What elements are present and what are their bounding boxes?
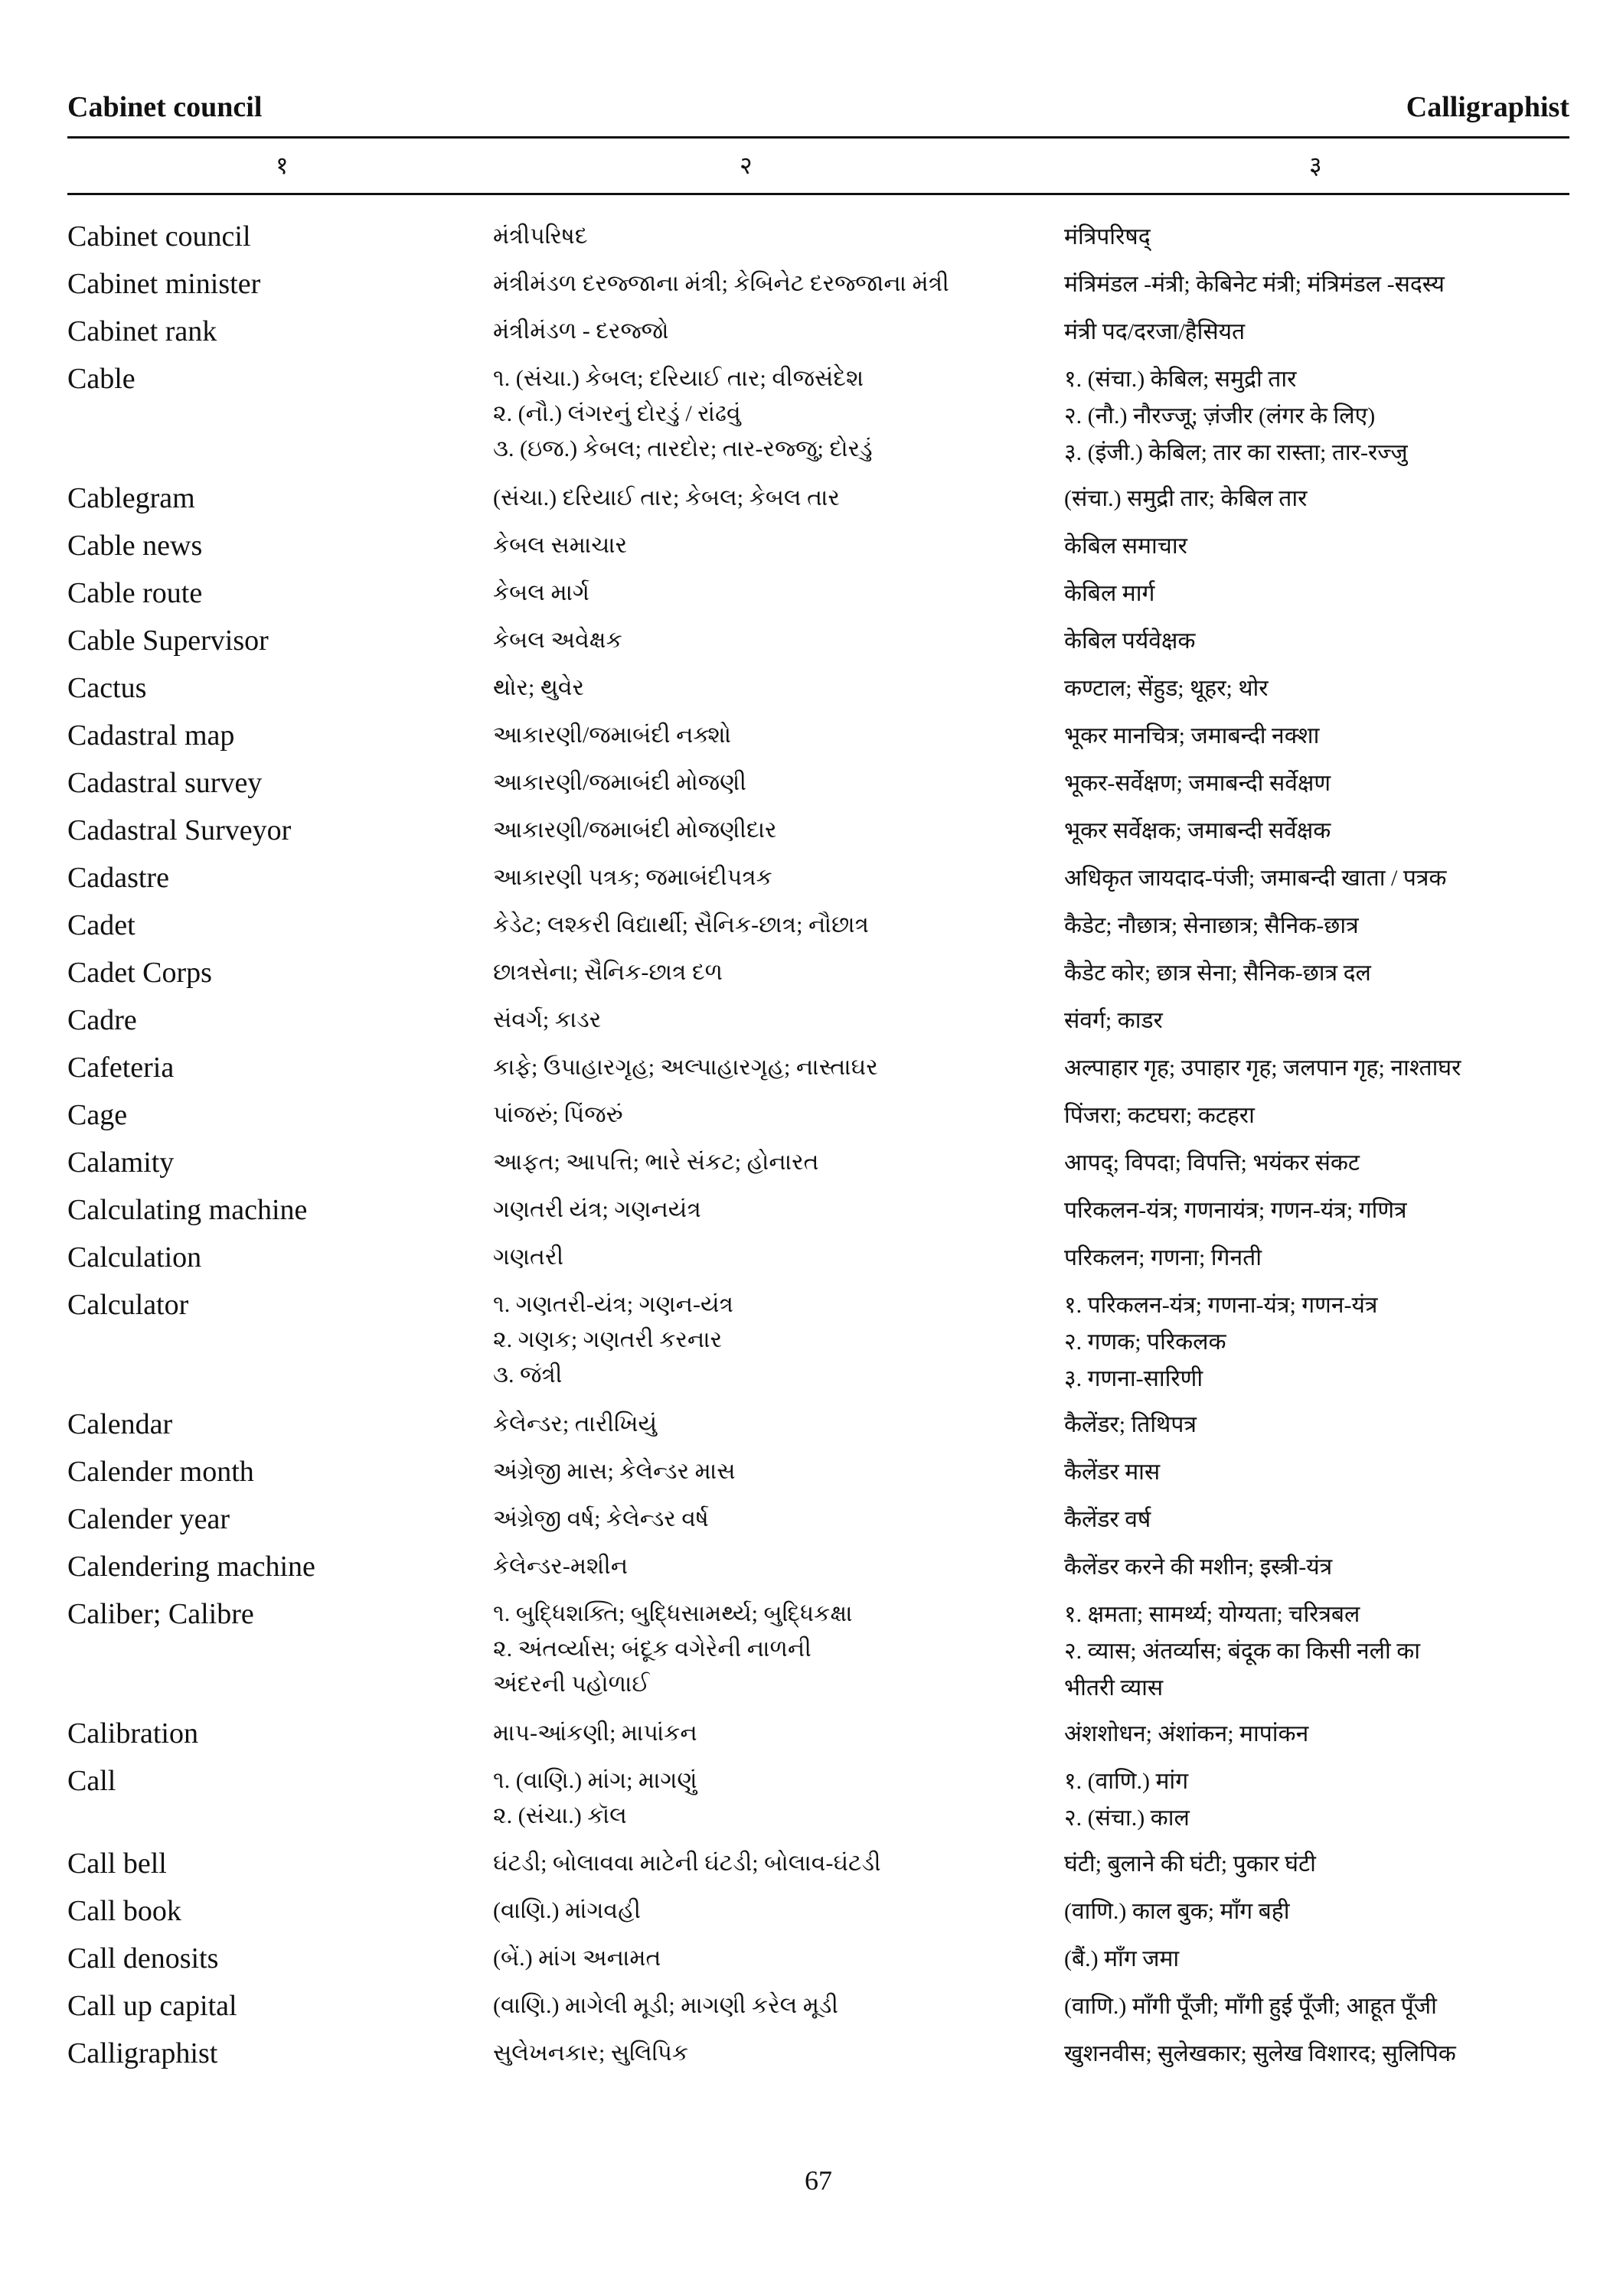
- hindi-equivalent: [1064, 762, 1569, 802]
- hindi-equivalent: [1064, 1000, 1569, 1039]
- entry-list: [67, 216, 1569, 2080]
- hindi-line: २. (नौ.) नौरज्जू; ज़ंजीर (लंगर के लिए): [1064, 403, 1376, 429]
- header-rule-bottom: [67, 193, 1569, 195]
- hindi-equivalent: [1064, 1047, 1569, 1087]
- english-term: Cadastre: [67, 862, 169, 894]
- entry-row: [67, 952, 1569, 993]
- gujarati-line: ૨. (નૌ.) લંગરનું દોરડું / રાંઢવું: [493, 401, 741, 426]
- hindi-equivalent: [1064, 1404, 1569, 1443]
- gujarati-equivalent: [493, 1189, 1064, 1228]
- gujarati-equivalent: [493, 1404, 1064, 1442]
- header-last-word: Calligraphist: [1406, 91, 1569, 123]
- hindi-equivalent: [1064, 1094, 1569, 1134]
- entry-row: [67, 1094, 1569, 1136]
- gujarati-line: (બેં.) માંગ અનામત: [493, 1945, 661, 1971]
- hindi-line: १. (वाणि.) मांग: [1064, 1769, 1189, 1794]
- gujarati-equivalent: [493, 762, 1064, 801]
- gujarati-line: મંત્રીમંડળ દરજ્જાના મંત્રી; કેબિનેટ દરજ્જાના મંત્રી: [493, 271, 949, 296]
- entry-row: [67, 810, 1569, 851]
- hindi-line: कैलेंडर; तिथिपत्र: [1064, 1412, 1197, 1437]
- english-term: Cactus: [67, 672, 147, 704]
- hindi-line: ३. (इंजी.) केबिल; तार का रास्ता; तार-रज्जु: [1064, 440, 1408, 465]
- hindi-line: केबिल मार्ग: [1064, 581, 1155, 606]
- gujarati-equivalent: [493, 311, 1064, 349]
- gujarati-line: આકારણી/જમાબંદી મોજણી: [493, 770, 746, 795]
- gujarati-equivalent: [493, 478, 1064, 516]
- hindi-line: कैलेंडर वर्ष: [1064, 1507, 1151, 1532]
- gujarati-equivalent: [493, 358, 1064, 467]
- gujarati-line: ૨. અંતર્વ્યાસ; બંદૂક વગેરેની નાળની: [493, 1636, 812, 1662]
- hindi-equivalent: [1064, 1713, 1569, 1753]
- entry-row: [67, 1142, 1569, 1183]
- running-header: [67, 90, 1569, 133]
- gujarati-equivalent: [493, 1760, 1064, 1834]
- gujarati-equivalent: [493, 905, 1064, 943]
- dictionary-page: [67, 0, 1569, 2296]
- entry-row: [67, 1546, 1569, 1587]
- english-term: Cabinet minister: [67, 268, 261, 300]
- english-term: Caliber; Calibre: [67, 1598, 254, 1630]
- gujarati-line: (વાણિ.) માંગવહી: [493, 1898, 641, 1923]
- gujarati-line: ૩. (ઇજ.) કેબલ; તારદોર; તાર-રજ્જુ; દોરડું: [493, 436, 873, 461]
- column-number-1: १: [276, 152, 289, 179]
- gujarati-line: પાંજરું; પિંજરું: [493, 1102, 623, 1127]
- english-term: Calendering machine: [67, 1551, 315, 1583]
- gujarati-equivalent: [493, 525, 1064, 563]
- english-term: Cabinet council: [67, 220, 251, 253]
- english-term: Call book: [67, 1895, 181, 1927]
- gujarati-equivalent: [493, 1546, 1064, 1584]
- hindi-line: २. व्यास; अंतर्व्यास; बंदूक का किसी नली का: [1064, 1639, 1421, 1664]
- header-rule-top: [67, 136, 1569, 139]
- entry-row: [67, 1000, 1569, 1041]
- entry-row: [67, 216, 1569, 257]
- gujarati-line: અંગ્રેજી વર્ષ; કેલેન્ડર વર્ષ: [493, 1506, 709, 1531]
- hindi-equivalent: [1064, 1546, 1569, 1586]
- gujarati-line: અંગ્રેજી માસ; કેલેન્ડર માસ: [493, 1459, 736, 1484]
- gujarati-line: કેબલ માર્ગ: [493, 580, 589, 605]
- entry-row: [67, 762, 1569, 804]
- entry-row: [67, 905, 1569, 946]
- hindi-line: ३. गणना-सारिणी: [1064, 1366, 1203, 1391]
- gujarati-line: અંદરની પહોળાઈ: [493, 1671, 650, 1697]
- hindi-line: भूकर-सर्वेक्षण; जमाबन्दी सर्वेक्षण: [1064, 771, 1331, 796]
- hindi-equivalent: [1064, 905, 1569, 944]
- hindi-line: (बैं.) माँग जमा: [1064, 1946, 1180, 1971]
- gujarati-equivalent: [493, 1000, 1064, 1038]
- gujarati-equivalent: [493, 572, 1064, 611]
- hindi-line: कैडेट कोर; छात्र सेना; सैनिक-छात्र दल: [1064, 960, 1371, 986]
- hindi-equivalent: [1064, 478, 1569, 517]
- gujarati-equivalent: [493, 1499, 1064, 1537]
- entry-row: [67, 478, 1569, 519]
- hindi-line: १. (संचा.) केबिल; समुद्री तार: [1064, 367, 1297, 392]
- hindi-line: कण्टाल; सेंहुड; थूहर; थोर: [1064, 676, 1269, 701]
- hindi-equivalent: [1064, 263, 1569, 303]
- entry-row: [67, 1938, 1569, 1979]
- gujarati-line: કાફે; ઉપાહારગૃહ; અલ્પાહારગૃહ; નાસ્તાઘર: [493, 1055, 878, 1080]
- gujarati-line: ૧. (વાણિ.) માંગ; માગણું: [493, 1768, 697, 1793]
- gujarati-equivalent: [493, 952, 1064, 990]
- english-term: Cable: [67, 363, 136, 395]
- gujarati-line: આકારણી/જમાબંદી નક્શો: [493, 722, 732, 748]
- english-term: Call up capital: [67, 1990, 237, 2022]
- entry-row: [67, 667, 1569, 709]
- gujarati-equivalent: [493, 2033, 1064, 2071]
- english-term: Cadre: [67, 1004, 137, 1036]
- hindi-line: केबिल समाचार: [1064, 533, 1187, 559]
- english-term: Cable news: [67, 530, 203, 562]
- gujarati-line: કેબલ અવેક્ષક: [493, 628, 622, 653]
- hindi-line: भूकर मानचित्र; जमाबन्दी नक्शा: [1064, 723, 1320, 748]
- entry-row: [67, 1985, 1569, 2027]
- entry-row: [67, 1843, 1569, 1884]
- english-term: Cafeteria: [67, 1052, 175, 1084]
- hindi-line: खुशनवीस; सुलेखकार; सुलेख विशारद; सुलिपिक: [1064, 2041, 1456, 2066]
- entry-row: [67, 1284, 1569, 1397]
- gujarati-line: થોર; થુવેર: [493, 675, 585, 700]
- english-term: Cadet: [67, 909, 136, 941]
- english-term: Cadet Corps: [67, 957, 212, 989]
- entry-row: [67, 1713, 1569, 1754]
- hindi-equivalent: [1064, 952, 1569, 992]
- entry-row: [67, 1237, 1569, 1278]
- english-term: Cadastral survey: [67, 767, 263, 799]
- hindi-equivalent: [1064, 1890, 1569, 1930]
- gujarati-equivalent: [493, 857, 1064, 895]
- english-term: Cable Supervisor: [67, 625, 269, 657]
- hindi-line: परिकलन; गणना; गिनती: [1064, 1245, 1262, 1270]
- hindi-equivalent: [1064, 216, 1569, 256]
- gujarati-equivalent: [493, 715, 1064, 753]
- entry-row: [67, 1404, 1569, 1445]
- gujarati-equivalent: [493, 667, 1064, 706]
- entry-row: [67, 263, 1569, 305]
- english-term: Call denosits: [67, 1942, 219, 1975]
- hindi-equivalent: [1064, 810, 1569, 850]
- english-term: Calculator: [67, 1289, 189, 1321]
- hindi-line: १. क्षमता; सामर्थ्य; योग्यता; चरित्रबल: [1064, 1602, 1360, 1627]
- hindi-line: कैडेट; नौछात्र; सेनाछात्र; सैनिक-छात्र: [1064, 913, 1359, 938]
- gujarati-line: ઘંટડી; બોલાવવા માટેની ઘંટડી; બોલાવ-ઘંટડી: [493, 1851, 881, 1876]
- hindi-line: (वाणि.) माँगी पूँजी; माँगी हुई पूँजी; आहूत पूँजी: [1064, 1994, 1437, 2019]
- gujarati-line: ગણતરી યંત્ર; ગણનયંત્ર: [493, 1197, 701, 1222]
- hindi-equivalent: [1064, 1451, 1569, 1491]
- hindi-equivalent: [1064, 311, 1569, 351]
- hindi-equivalent: [1064, 1760, 1569, 1837]
- hindi-line: अधिकृत जायदाद-पंजी; जमाबन्दी खाता / पत्रक: [1064, 866, 1447, 891]
- english-term: Cage: [67, 1099, 128, 1131]
- entry-row: [67, 1593, 1569, 1707]
- hindi-line: घंटी; बुलाने की घंटी; पुकार घंटी: [1064, 1851, 1316, 1877]
- gujarati-line: કેડેટ; લશ્કરી વિદ્યાર્થી; સૈનિક-છાત્ર; નૌછાત્ર: [493, 912, 869, 938]
- hindi-equivalent: [1064, 1499, 1569, 1538]
- hindi-line: मंत्रिमंडल -मंत्री; केबिनेट मंत्री; मंत्रिमंडल -सदस्य: [1064, 272, 1445, 297]
- page-number: 67: [805, 2165, 832, 2196]
- english-term: Cadastral map: [67, 719, 235, 752]
- hindi-line: १. परिकलन-यंत्र; गणना-यंत्र; गणन-यंत्र: [1064, 1293, 1378, 1318]
- entry-row: [67, 620, 1569, 661]
- gujarati-equivalent: [493, 810, 1064, 848]
- entry-row: [67, 1047, 1569, 1088]
- entry-row: [67, 358, 1569, 471]
- gujarati-line: કેબલ સમાચાર: [493, 533, 628, 558]
- gujarati-equivalent: [493, 263, 1064, 302]
- gujarati-line: (વાણિ.) માગેલી મૂડી; માગણી કરેલ મૂડી: [493, 1993, 838, 2018]
- hindi-equivalent: [1064, 667, 1569, 707]
- english-term: Cabinet rank: [67, 315, 217, 347]
- gujarati-line: ૨. (સંચા.) કૉલ: [493, 1803, 627, 1828]
- english-term: Calculation: [67, 1241, 202, 1274]
- english-term: Calendar: [67, 1408, 173, 1440]
- gujarati-line: ૧. ગણતરી-યંત્ર; ગણન-યંત્ર: [493, 1292, 734, 1317]
- hindi-equivalent: [1064, 1938, 1569, 1978]
- hindi-equivalent: [1064, 1985, 1569, 2025]
- hindi-line: पिंजरा; कटघरा; कटहरा: [1064, 1103, 1255, 1128]
- hindi-equivalent: [1064, 1593, 1569, 1707]
- column-number-3: ३: [1309, 152, 1322, 179]
- gujarati-equivalent: [493, 1451, 1064, 1489]
- english-term: Call: [67, 1765, 116, 1797]
- hindi-line: २. गणक; परिकलक: [1064, 1329, 1226, 1355]
- hindi-line: केबिल पर्यवेक्षक: [1064, 628, 1196, 654]
- english-term: Calender month: [67, 1456, 254, 1488]
- hindi-equivalent: [1064, 715, 1569, 755]
- gujarati-line: (સંચા.) દરિયાઈ તાર; કેબલ; કેબલ તાર: [493, 485, 840, 510]
- gujarati-equivalent: [493, 1843, 1064, 1881]
- gujarati-equivalent: [493, 1985, 1064, 2024]
- gujarati-line: ૩. જંત્રી: [493, 1362, 563, 1388]
- gujarati-line: મંત્રીપરિષદ: [493, 223, 588, 249]
- entry-row: [67, 572, 1569, 614]
- entry-row: [67, 1499, 1569, 1540]
- entry-row: [67, 2033, 1569, 2074]
- gujarati-equivalent: [493, 1142, 1064, 1180]
- gujarati-equivalent: [493, 1094, 1064, 1133]
- hindi-line: परिकलन-यंत्र; गणनायंत्र; गणन-यंत्र; गणित्र: [1064, 1198, 1407, 1223]
- hindi-equivalent: [1064, 1284, 1569, 1397]
- hindi-equivalent: [1064, 1189, 1569, 1229]
- gujarati-line: કેલેન્ડર-મશીન: [493, 1554, 629, 1579]
- gujarati-equivalent: [493, 1237, 1064, 1275]
- hindi-equivalent: [1064, 1843, 1569, 1883]
- entry-row: [67, 857, 1569, 899]
- hindi-equivalent: [1064, 525, 1569, 565]
- hindi-line: अंशशोधन; अंशांकन; मापांकन: [1064, 1721, 1309, 1746]
- gujarati-line: સંવર્ગ; કાડર: [493, 1007, 602, 1032]
- english-term: Calender year: [67, 1503, 230, 1535]
- hindi-equivalent: [1064, 2033, 1569, 2073]
- hindi-line: मंत्रिपरिषद्: [1064, 224, 1151, 249]
- hindi-line: आपद्; विपदा; विपत्ति; भयंकर संकट: [1064, 1150, 1360, 1176]
- gujarati-line: ૨. ગણક; ગણતરી કરનાર: [493, 1327, 723, 1352]
- entry-row: [67, 1189, 1569, 1231]
- hindi-equivalent: [1064, 857, 1569, 897]
- gujarati-line: મંત્રીમંડળ - દરજ્જો: [493, 318, 669, 344]
- gujarati-line: ૧. બુદ્ધિશક્તિ; બુદ્ધિસામર્થ્ય; બુદ્ધિકક્ષા: [493, 1601, 853, 1626]
- hindi-line: २. (संचा.) काल: [1064, 1805, 1190, 1831]
- gujarati-line: સુલેખનકાર; સુલિપિક: [493, 2040, 689, 2066]
- entry-row: [67, 1451, 1569, 1492]
- english-term: Calibration: [67, 1717, 198, 1750]
- gujarati-equivalent: [493, 1593, 1064, 1702]
- gujarati-equivalent: [493, 620, 1064, 658]
- hindi-line: (संचा.) समुद्री तार; केबिल तार: [1064, 486, 1308, 511]
- gujarati-line: કેલેન્ડર; તારીખિયું: [493, 1411, 658, 1437]
- hindi-line: मंत्री पद/दरजा/हैसियत: [1064, 319, 1246, 344]
- entry-row: [67, 311, 1569, 352]
- entry-row: [67, 1890, 1569, 1932]
- gujarati-line: આફત; આપત્તિ; ભારે સંકટ; હોનારત: [493, 1150, 819, 1175]
- hindi-line: (वाणि.) काल बुक; माँग बही: [1064, 1899, 1290, 1924]
- english-term: Cable route: [67, 577, 203, 609]
- english-term: Cadastral Surveyor: [67, 814, 292, 846]
- column-numbers: [67, 148, 1569, 185]
- gujarati-line: ગણતરી: [493, 1244, 564, 1270]
- gujarati-equivalent: [493, 1938, 1064, 1976]
- english-term: Calligraphist: [67, 2037, 218, 2069]
- gujarati-equivalent: [493, 216, 1064, 254]
- english-term: Calculating machine: [67, 1194, 308, 1226]
- hindi-line: संवर्ग; काडर: [1064, 1008, 1163, 1033]
- hindi-equivalent: [1064, 1237, 1569, 1277]
- entry-row: [67, 525, 1569, 566]
- hindi-line: कैलेंडर करने की मशीन; इस्त्री-यंत्र: [1064, 1554, 1333, 1580]
- gujarati-line: માપ-આંકણી; માપાંકન: [493, 1720, 697, 1746]
- hindi-line: भूकर सर्वेक्षक; जमाबन्दी सर्वेक्षक: [1064, 818, 1331, 843]
- english-term: Cablegram: [67, 482, 195, 514]
- gujarati-equivalent: [493, 1284, 1064, 1393]
- gujarati-line: આકારણી પત્રક; જમાબંદીપત્રક: [493, 865, 772, 890]
- hindi-equivalent: [1064, 620, 1569, 660]
- column-number-2: २: [740, 152, 753, 179]
- entry-row: [67, 715, 1569, 756]
- gujarati-line: છાત્રસેના; સૈનિક-છાત્ર દળ: [493, 960, 723, 985]
- english-term: Call bell: [67, 1848, 167, 1880]
- hindi-line: कैलेंडर मास: [1064, 1459, 1161, 1485]
- english-term: Calamity: [67, 1146, 175, 1179]
- hindi-line: भीतरी व्यास: [1064, 1675, 1164, 1701]
- gujarati-line: ૧. (સંચા.) કેબલ; દરિયાઈ તાર; વીજસંદેશ: [493, 366, 864, 391]
- gujarati-equivalent: [493, 1890, 1064, 1929]
- header-first-word: Cabinet council: [67, 91, 263, 123]
- hindi-equivalent: [1064, 572, 1569, 612]
- hindi-line: अल्पाहार गृह; उपाहार गृह; जलपान गृह; नाश्ताघर: [1064, 1055, 1461, 1081]
- gujarati-equivalent: [493, 1713, 1064, 1751]
- entry-row: [67, 1760, 1569, 1837]
- hindi-equivalent: [1064, 1142, 1569, 1182]
- hindi-equivalent: [1064, 358, 1569, 471]
- gujarati-line: આકારણી/જમાબંદી મોજણીદાર: [493, 817, 777, 843]
- gujarati-equivalent: [493, 1047, 1064, 1085]
